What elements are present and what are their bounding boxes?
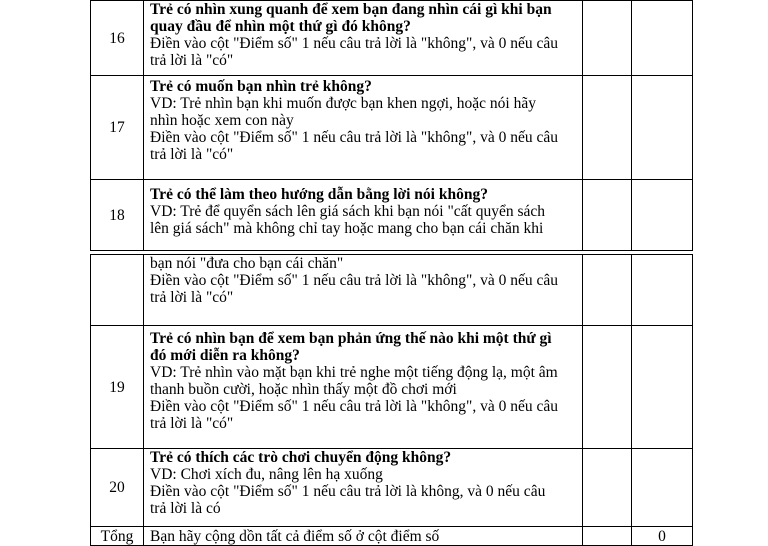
- detail-line: thanh buồn cười, hoặc nhìn thấy một đồ chơi mới: [150, 381, 457, 398]
- result-cell: [632, 1, 693, 76]
- detail-line: Điền vào cột "Điểm số" 1 nếu câu trả lời là "không", và 0 nếu câu: [150, 129, 558, 146]
- score-cell[interactable]: [583, 255, 632, 326]
- result-cell: [632, 76, 693, 180]
- result-cell: [632, 326, 693, 449]
- row-number: 17: [91, 76, 144, 180]
- row-number: 16: [91, 1, 144, 76]
- detail-line: Điền vào cột "Điểm số" 1 nếu câu trả lời là "không", và 0 nếu câu: [150, 35, 558, 52]
- table-row: [91, 1, 693, 76]
- question-line: quay đầu để nhìn một thứ gì đó không?: [150, 18, 411, 35]
- result-cell: [632, 180, 693, 251]
- detail-line: VD: Trẻ để quyển sách lên giá sách khi bạn nói "cất quyển sách: [150, 203, 546, 220]
- score-cell[interactable]: [583, 180, 632, 251]
- table-row: [91, 326, 693, 449]
- score-cell[interactable]: [583, 326, 632, 449]
- total-label: Tổng: [91, 527, 144, 546]
- detail-line: trả lời là có: [150, 500, 221, 517]
- detail-line: trả lời là "có": [150, 289, 234, 306]
- questionnaire-table: [90, 0, 693, 546]
- detail-line: VD: Chơi xích đu, nâng lên hạ xuống: [150, 466, 383, 483]
- detail-line: Điền vào cột "Điểm số" 1 nếu câu trả lời là "không", và 0 nếu câu: [150, 398, 558, 415]
- question-line: Trẻ có nhìn xung quanh để xem bạn đang nhìn cái gì khi bạn: [150, 1, 552, 18]
- score-cell: [583, 527, 632, 546]
- row-content: [144, 76, 583, 180]
- detail-line: nhìn hoặc xem con này: [150, 112, 294, 129]
- detail-line: trả lời là "có": [150, 52, 234, 69]
- row-content: [144, 255, 583, 326]
- row-content: [144, 326, 583, 449]
- detail-line: Điền vào cột "Điểm số" 1 nếu câu trả lời là "không", và 0 nếu câu: [150, 272, 558, 289]
- row-number: 20: [91, 449, 144, 527]
- question-line: Trẻ có thể làm theo hướng dẫn bằng lời nói không?: [150, 186, 488, 203]
- row-content: [144, 180, 583, 251]
- question-line: Trẻ có nhìn bạn để xem bạn phản ứng thế nào khi một thứ gì: [150, 330, 552, 347]
- question-line: đó mới diễn ra không?: [150, 347, 300, 364]
- detail-line: Điền vào cột "Điểm số" 1 nếu câu trả lời là không, và 0 nếu câu: [150, 483, 546, 500]
- total-value: 0: [632, 527, 693, 546]
- row-content: [144, 1, 583, 76]
- question-line: Trẻ có muốn bạn nhìn trẻ không?: [150, 78, 372, 95]
- score-cell[interactable]: [583, 76, 632, 180]
- detail-line: VD: Trẻ nhìn bạn khi muốn được bạn khen ngợi, hoặc nói hãy: [150, 95, 536, 112]
- row-content: [144, 449, 583, 527]
- score-cell[interactable]: [583, 1, 632, 76]
- detail-line: trả lời là "có": [150, 146, 234, 163]
- result-cell: [632, 255, 693, 326]
- table-row: [91, 76, 693, 180]
- row-number: 18: [91, 180, 144, 251]
- detail-line: trả lời là "có": [150, 415, 234, 432]
- detail-line: bạn nói "đưa cho bạn cái chăn": [150, 255, 344, 272]
- score-cell[interactable]: [583, 449, 632, 527]
- row-number: [91, 255, 144, 326]
- detail-line: lên giá sách" mà không chỉ tay hoặc mang cho bạn cái chăn khi: [150, 220, 544, 237]
- question-line: Trẻ có thích các trò chơi chuyển động không?: [150, 449, 452, 466]
- row-number: 19: [91, 326, 144, 449]
- table-row: [91, 255, 693, 326]
- total-row: [91, 527, 693, 546]
- result-cell: [632, 449, 693, 527]
- table-row: [91, 180, 693, 251]
- total-text: Bạn hãy cộng dồn tất cả điểm số ở cột điểm số: [144, 527, 583, 546]
- detail-line: VD: Trẻ nhìn vào mặt bạn khi trẻ nghe một tiếng động lạ, một âm: [150, 364, 558, 381]
- table-row: [91, 449, 693, 527]
